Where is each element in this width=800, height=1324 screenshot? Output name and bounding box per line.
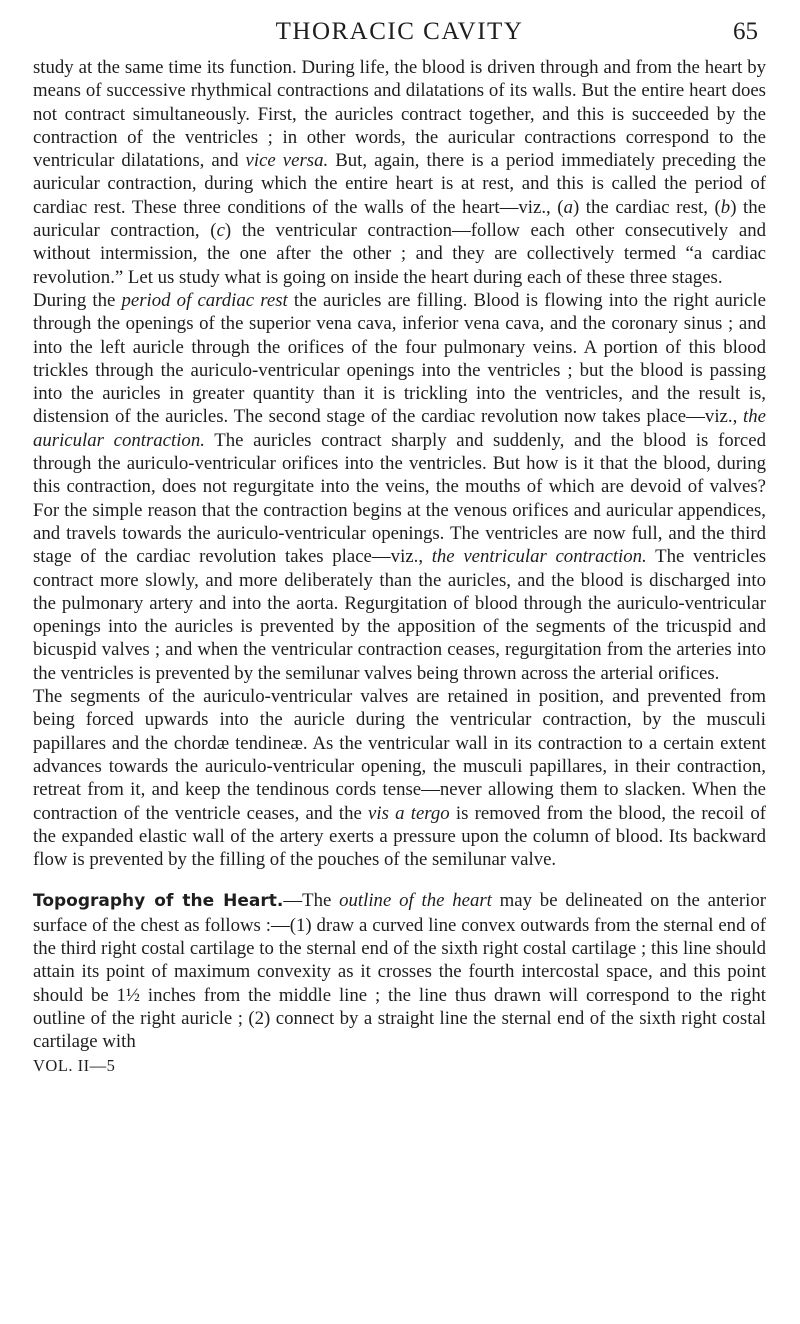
running-head: THORACIC CAVITY — [275, 18, 524, 45]
body-text — [33, 56, 766, 1053]
page-header — [33, 8, 766, 56]
paragraph-cardiac-revolution: study at the same time its function. During life, the blood is driven through and from the heart by means of successive rhythmical contractions and dilatations of its walls. But the entire heart does not contract simultaneously. First, the auricles contract together, and this is succeeded by the contraction of the ventricles ; in other words, the auricular contractions correspond to the ventricular dilatations, and vice versa. But, again, there is a period immediately preceding the auricular contraction, during which the entire heart is at rest, and this is called the period of cardiac rest. These three conditions of the walls of the heart—viz., (a) the cardiac rest, (b) the auricular contraction, (c) the ventricular contraction—follow each other consecutively and without intermission, the one after the other ; and they are collectively termed “a cardiac revolution.” Let us study what is going on inside the heart during each of these three stages. — [33, 57, 767, 288]
paragraph-valves: The segments of the auriculo-ventricular valves are retained in position, and prevented from being forced upwards into the auricle during the ventricular contraction, by the musculi papillares and the chordæ tendineæ. As the ventricular wall in its contraction to a certain extent advances towards the auriculo-ventricular opening, the musculi papillares, in their contraction, retreat from it, and keep the tendinous cords tense—never allowing them to slacken. When the contraction of the ventricle ceases, and the vis a tergo is removed from the blood, the recoil of the expanded elastic wall of the artery exerts a pressure upon the column of blood. Its backward flow is prevented by the filling of the pouches of the semilunar valve. — [33, 686, 766, 871]
paragraph-topography: Topography of the Heart.—The outline of the heart may be delineated on the anterior surface of the chest as follows :—(1) draw a curved line convex outwards from the sternal end of the third right costal cartilage to the sternal end of the sixth right costal cartilage ; this line should attain its point of maximum convexity as it crosses the fourth intercostal space, and this point should be 1½ inches from the middle line ; the line thus drawn will correspond to the right outline of the right auricle ; (2) connect by a straight line the sternal end of the sixth right costal cartilage with — [33, 890, 767, 1053]
section-heading: Topography of the Heart. — [33, 891, 284, 912]
page-number: 65 — [733, 18, 758, 45]
paragraph-cardiac-stages: During the period of cardiac rest the auricles are filling. Blood is flowing into the right auricle through the openings of the superior vena cava, inferior vena cava, and the coronary sinus ; and into the left auricle through the orifices of the four pulmonary veins. A portion of this blood trickles through the auriculo-ventricular openings into the ventricles ; but the blood is passing into the auricles in greater quantity than it is trickling into the ventricles, and the result is, distension of the auricles. The second stage of the cardiac revolution now takes place—viz., the auricular contraction. The auricles contract sharply and suddenly, and the blood is forced through the auriculo-ventricular orifices into the ventricles. But how is it that the blood, during this contraction, does not regurgitate into the veins, the mouths of which are devoid of valves? For the simple reason that the contraction begins at the venous orifices and auricular appendices, and travels towards the auriculo-ventricular openings. The ventricles are now full, and the third stage of the cardiac revolution takes place—viz., the ventricular contraction. The ventricles contract more slowly, and more deliberately than the auricles, and the blood is discharged into the pulmonary artery and into the aorta. Regurgitation of blood through the auriculo-ventricular openings into the auricles is prevented by the apposition of the segments of the tricuspid and bicuspid valves ; and when the ventricular contraction ceases, regurgitation from the arteries into the ventricles is prevented by the semilunar valves being thrown across the arterial orifices. — [33, 289, 766, 684]
section-gap — [33, 871, 766, 889]
signature-mark: VOL. II—5 — [33, 1056, 116, 1076]
